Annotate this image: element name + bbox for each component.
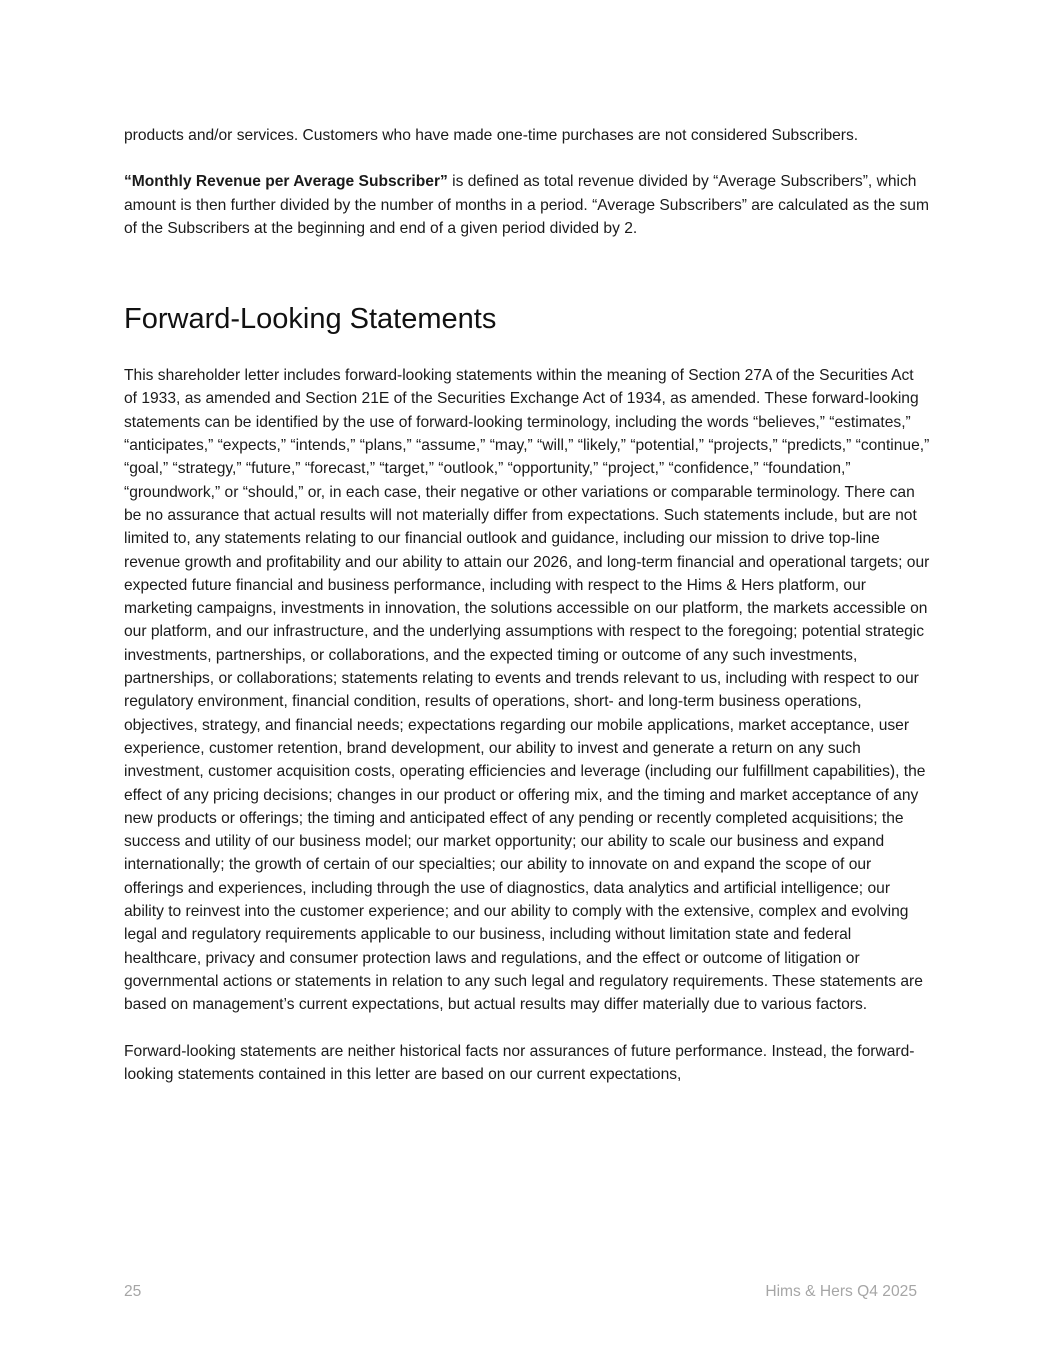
definition-paragraph [124,170,930,240]
section-heading: Forward-Looking Statements [124,303,497,336]
page-content [124,124,930,1086]
page-number: 25 [124,1283,142,1300]
forward-looking-paragraph-2: Forward-looking statements are neither historical facts nor assurances of future performance. Instead, the forward-looking statements contained in this letter are based on our current expectations, [124,1042,915,1083]
document-label: Hims & Hers Q4 2025 [765,1283,917,1300]
forward-looking-paragraph-1: This shareholder letter includes forward-looking statements within the meaning of Section 27A of the Securities Act of 1933, as amended and Section 21E of the Securities Exchange Act of 1934, as amended. These forward-looking statements can be identified by the use of forward-looking terminology, including the words “believes,” “estimates,” “anticipates,” “expects,” “intends,” “plans,” “assume,” “may,” “will,” “likely,” “potential,” “projects,” “predicts,” “continue,” “goal,” “strategy,” “future,” “forecast,” “target,” “outlook,” “opportunity,” “project,” “confidence,” “foundation,” “groundwork,” or “should,” or, in each case, their negative or other variations or comparable terminology. There can be no assurance that actual results will not materially differ from expectations. Such statements include, but are not limited to, any statements relating to our financial outlook and guidance, including our mission to drive top-line revenue growth and profitability and our ability to attain our 2026, and long-term financial and operational targets; our expected future financial and business performance, including with respect to the Hims & Hers platform, our marketing campaigns, investments in innovation, the solutions accessible on our platform, the markets accessible on our platform, and our infrastructure, and the underlying assumptions with respect to the foregoing; potential strategic investments, partnerships, or collaborations, and the expected timing or outcome of any such investments, partnerships, or collaborations; statements relating to events and trends relevant to us, including with respect to our regulatory environment, financial condition, results of operations, short- and long-term business operations, objectives, strategy, and financial needs; expectations regarding our mobile applications, market acceptance, user experience, customer retention, brand development, our ability to invest and generate a return on any such investment, customer acquisition costs, operating efficiencies and leverage (including our fulfillment capabilities), the effect of any pricing decisions; changes in our product or offering mix, and the timing and market acceptance of any new products or offerings; the timing and anticipated effect of any pending or recently completed acquisitions; the success and utility of our business model; our market opportunity; our ability to scale our business and expand internationally; the growth of certain of our specialties; our ability to innovate on and expand the scope of our offerings and experiences, including through the use of diagnostics, data analytics and artificial intelligence; our ability to reinvest into the customer experience; and our ability to comply with the extensive, complex and evolving legal and regulatory requirements applicable to our business, including without limitation state and federal healthcare, privacy and consumer protection laws and regulations, and the effect or outcome of litigation or governmental actions or statements in relation to any such legal and regulatory requirements. These statements are based on management’s current expectations, but actual results may differ materially due to various factors. [124,367,930,1014]
definition-term: “Monthly Revenue per Average Subscriber” [124,173,448,191]
continuation-paragraph: products and/or services. Customers who have made one-time purchases are not considered Subscribers. [124,127,859,144]
definition-text: is defined as total revenue divided by “Average Subscribers”, which amount is then further divided by the number of months in a period. “Average Subscribers” are calculated as the sum of the Subscribers at the beginning and end of a given period divided by 2. [124,173,929,237]
